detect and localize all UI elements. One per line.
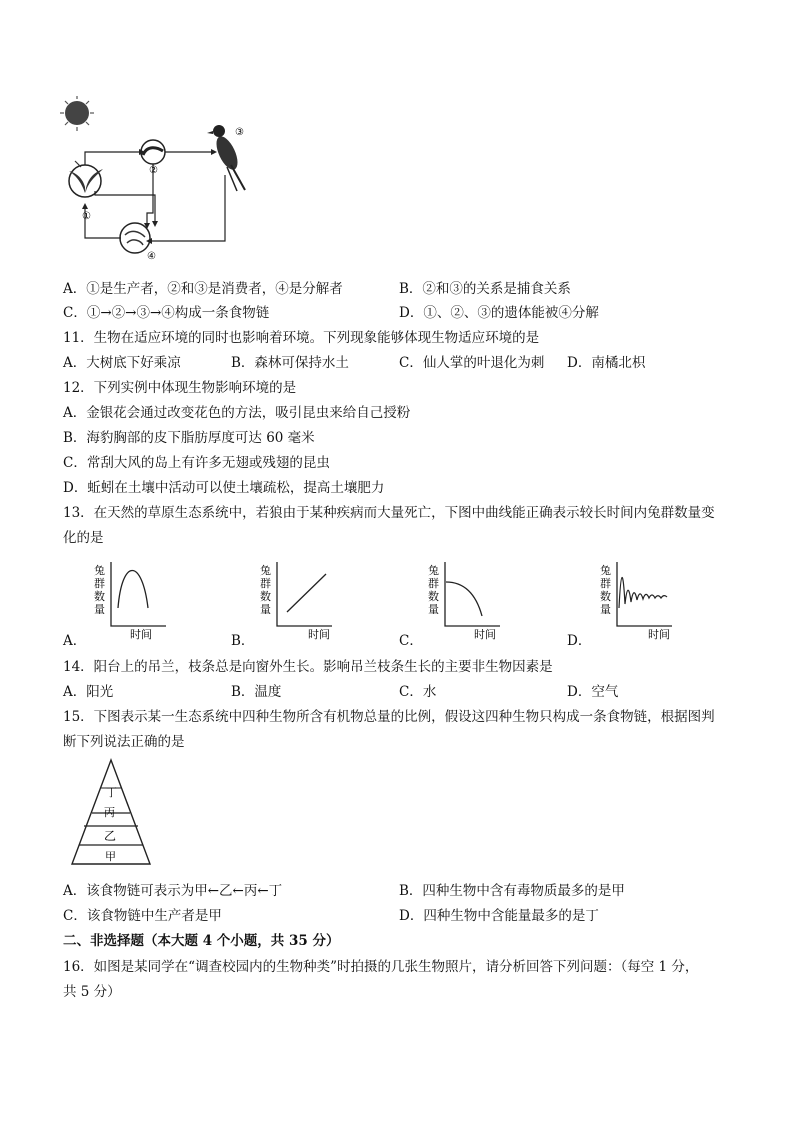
y-label-char: 兔: [428, 564, 439, 577]
q15-stem-line2: 断下列说法正确的是: [63, 734, 185, 750]
q16-stem-line2: 共 5 分）: [63, 984, 121, 1000]
q14-option-b: B．温度: [231, 684, 282, 700]
q13-graph-b: [258, 558, 338, 648]
q12-option-d: D．蚯蚓在土壤中活动可以使土壤疏松，提高土壤肥力: [63, 480, 385, 496]
y-label-char: 量: [428, 603, 439, 616]
q10-option-b: B．②和③的关系是捕食关系: [399, 281, 571, 297]
q11-stem: 11．生物在适应环境的同时也影响着环境。下列现象能够体现生物适应环境的是: [63, 330, 540, 346]
y-label-char: 群: [260, 577, 271, 590]
plant-icon: [69, 161, 103, 197]
q15-option-c: C．该食物链中生产者是甲: [63, 908, 222, 924]
label-2: ②: [149, 165, 158, 176]
y-label-char: 兔: [94, 564, 105, 577]
section2-title: 二、非选择题（本大题 4 个小题，共 35 分）: [63, 933, 340, 949]
q15-pyramid: [68, 758, 154, 866]
q10-option-a: A．①是生产者，②和③是消费者，④是分解者: [63, 281, 343, 297]
y-label-char: 群: [600, 577, 611, 590]
q11-option-a: A．大树底下好乘凉: [63, 355, 181, 371]
x-label: 时间: [474, 628, 496, 641]
q12-stem: 12．下列实例中体现生物影响环境的是: [63, 380, 297, 396]
q12-option-c: C．常刮大风的岛上有许多无翅或残翅的昆虫: [63, 455, 330, 471]
y-label-char: 数: [600, 590, 611, 603]
y-label-char: 数: [94, 590, 105, 603]
label-4: ④: [147, 251, 156, 262]
q13-stem-line1: 13．在天然的草原生态系统中，若狼由于某种疾病而大量死亡，下图中曲线能正确表示较长时间内兔群数量变: [63, 505, 715, 521]
q10-option-c: C．①→②→③→④构成一条食物链: [63, 305, 270, 321]
q11-option-d: D．南橘北枳: [567, 355, 646, 371]
q11-option-c: C．仙人掌的叶退化为刺: [399, 355, 545, 371]
q14-option-c: C．水: [399, 684, 437, 700]
y-label-char: 数: [428, 590, 439, 603]
q13-graph-d: [598, 558, 678, 648]
y-label-char: 兔: [260, 564, 271, 577]
y-label-char: 量: [260, 603, 271, 616]
q13-option-d: D．: [567, 633, 592, 649]
decomposer-icon: [120, 223, 150, 253]
y-label-char: 群: [94, 577, 105, 590]
q12-option-b: B．海豹胸部的皮下脂肪厚度可达 60 毫米: [63, 430, 315, 446]
y-label-char: 量: [94, 603, 105, 616]
q14-option-a: A．阳光: [63, 684, 114, 700]
q13-stem-line2: 化的是: [63, 530, 104, 546]
pyramid-level-jia: 甲: [105, 850, 116, 863]
q14-stem: 14．阳台上的吊兰，枝条总是向窗外生长。影响吊兰枝条生长的主要非生物因素是: [63, 659, 553, 675]
y-label-char: 兔: [600, 564, 611, 577]
y-label-char: 数: [260, 590, 271, 603]
q15-option-a: A．该食物链可表示为甲←乙←丙←丁: [63, 883, 283, 899]
q13-graph-c: [426, 558, 506, 648]
q15-stem-line1: 15．下图表示某一生态系统中四种生物所含有机物总量的比例，假设这四种生物只构成一条食物链，根据图判: [63, 709, 715, 725]
q16-stem-line1: 16．如图是某同学在“调查校园内的生物种类”时拍摄的几张生物照片，请分析回答下列问题：（每空 1 分，: [63, 959, 699, 975]
label-1: ①: [82, 211, 91, 222]
y-label-char: 量: [600, 603, 611, 616]
pyramid-level-ding: 丁: [106, 786, 117, 799]
q12-option-a: A．金银花会通过改变花色的方法，吸引昆虫来给自己授粉: [63, 405, 411, 421]
x-label: 时间: [308, 628, 330, 641]
pyramid-level-yi: 乙: [104, 829, 117, 843]
sun-icon: [60, 96, 94, 131]
q10-option-d: D．①、②、③的遗体能被④分解: [399, 305, 599, 321]
q15-option-d: D．四种生物中含能量最多的是丁: [399, 908, 599, 924]
q13-graph-a: [92, 558, 172, 648]
y-label-char: 群: [428, 577, 439, 590]
q10-ecosystem-figure: [55, 95, 255, 265]
pyramid-level-bing: 丙: [104, 806, 115, 819]
q13-option-a: A．: [63, 633, 87, 649]
label-3: ③: [235, 127, 244, 138]
q15-option-b: B．四种生物中含有毒物质最多的是甲: [399, 883, 625, 899]
q13-option-c: C．: [399, 633, 423, 649]
q11-option-b: B．森林可保持水土: [231, 355, 349, 371]
q13-option-b: B．: [231, 633, 255, 649]
x-label: 时间: [648, 628, 670, 641]
q14-option-d: D．空气: [567, 684, 619, 700]
x-label: 时间: [130, 628, 152, 641]
